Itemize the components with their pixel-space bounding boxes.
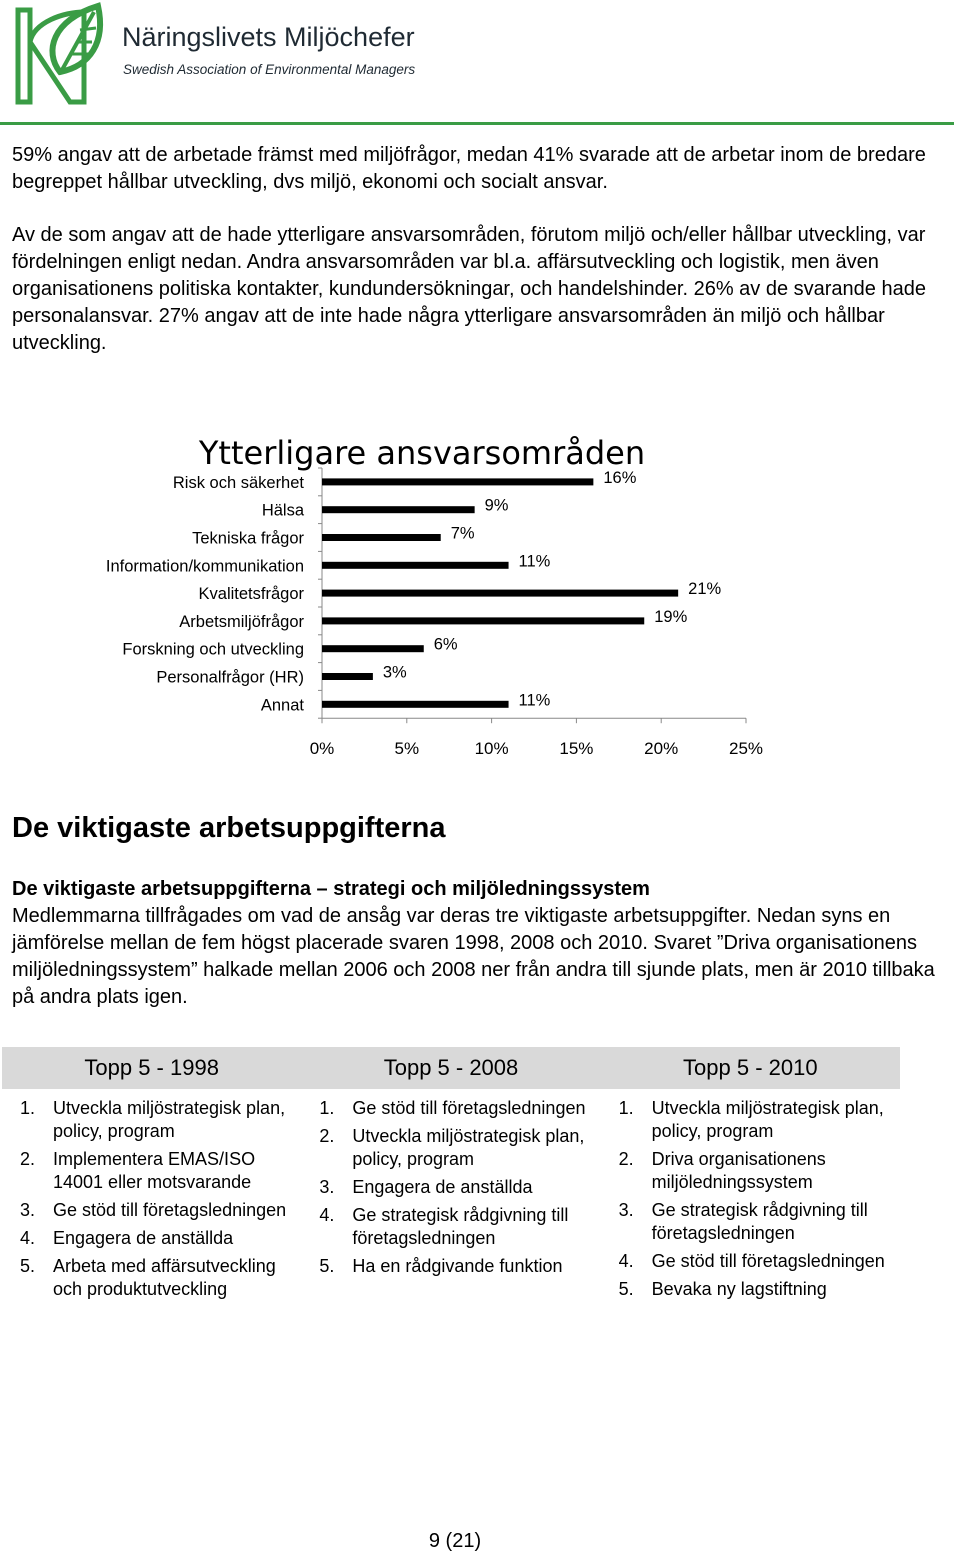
category-label: Forskning och utveckling (122, 640, 304, 659)
list-item (16, 1097, 293, 1143)
x-tick-label: 20% (644, 739, 679, 759)
section-body (12, 876, 942, 1011)
item-number: 5. (319, 1256, 335, 1276)
table-header-2010: Topp 5 - 2010 (683, 1055, 818, 1080)
item-number: 3. (618, 1200, 634, 1220)
item-text: Ge stöd till företagsledningen (352, 1098, 586, 1118)
item-text: Implementera EMAS/ISO 14001 eller motsvarande (53, 1149, 256, 1192)
bar (322, 506, 475, 513)
section-paragraph: Medlemmarna tillfrågades om vad de ansåg var deras tre viktigaste arbetsuppgifter. Nedan syns en jämförelse mellan de fem högst placerade svaren 1998, 2008 och 2010. Svaret ”Driva organisationens miljöledningssystem” halkade mellan 2006 och 2008 ner från andra till sjunde plats, men är 2010 tillbaka på andra plats igen. (12, 905, 935, 1008)
leaf-n-logo-icon (4, 2, 112, 110)
item-text: Ge stöd till företagsledningen (53, 1200, 287, 1220)
bar (322, 534, 441, 541)
list-item (315, 1255, 592, 1278)
item-text: Ge stöd till företagsledningen (651, 1251, 885, 1271)
list-item (315, 1097, 592, 1120)
data-label: 16% (603, 468, 637, 487)
x-tick-label: 15% (559, 739, 594, 759)
data-label: 9% (484, 496, 509, 515)
list-item (615, 1097, 892, 1143)
item-number: 3. (20, 1200, 36, 1220)
top5-table (2, 1047, 900, 1306)
bar (322, 478, 593, 485)
item-number: 3. (319, 1177, 335, 1197)
header-divider (0, 122, 954, 125)
table-column-1998 (2, 1097, 301, 1306)
item-text: Engagera de anställda (352, 1177, 533, 1197)
item-number: 2. (618, 1149, 634, 1169)
list-item (615, 1199, 892, 1245)
item-text: Ha en rådgivande funktion (352, 1256, 563, 1276)
item-number: 2. (319, 1126, 335, 1146)
bar (322, 590, 678, 597)
category-label: Arbetsmiljöfrågor (179, 612, 304, 631)
x-tick-label: 10% (474, 739, 509, 759)
responsibility-chart (0, 425, 960, 785)
section-subheading: De viktigaste arbetsuppgifterna – strategi och miljöledningssystem (12, 878, 650, 900)
item-text: Utveckla miljöstrategisk plan, policy, program (352, 1126, 585, 1169)
data-label: 3% (382, 663, 407, 682)
item-number: 1. (319, 1098, 335, 1118)
bar (322, 645, 424, 652)
item-text: Bevaka ny lagstiftning (651, 1279, 827, 1299)
list-item (615, 1278, 892, 1301)
item-number: 4. (20, 1228, 36, 1248)
data-label: 11% (518, 552, 551, 571)
table-header-1998: Topp 5 - 1998 (84, 1055, 219, 1080)
list-item (615, 1250, 892, 1273)
intro-text (12, 142, 942, 383)
table-header-row (2, 1047, 900, 1089)
category-label: Risk och säkerhet (172, 473, 304, 492)
list-item (615, 1148, 892, 1194)
list-item (16, 1227, 293, 1250)
item-number: 5. (618, 1279, 634, 1299)
category-label: Personalfrågor (HR) (156, 668, 304, 687)
intro-paragraph-1: 59% angav att de arbetade främst med miljöfrågor, medan 41% svarade att de arbetar inom de bredare begreppet hållbar utveckling, dvs miljö, ekonomi och socialt ansvar. (12, 144, 926, 193)
organization-subtitle: Swedish Association of Environmental Managers (123, 62, 416, 77)
item-text: Ge strategisk rådgivning till företagsledningen (651, 1200, 868, 1243)
category-label: Annat (260, 696, 304, 715)
category-label: Information/kommunikation (105, 557, 304, 576)
list-item (315, 1176, 592, 1199)
bar-chart (0, 425, 960, 785)
item-text: Driva organisationens miljöledningssystem (651, 1149, 826, 1192)
section-heading: De viktigaste arbetsuppgifterna (12, 812, 446, 844)
item-number: 4. (618, 1251, 634, 1271)
x-tick-label: 5% (394, 739, 420, 759)
item-number: 1. (618, 1098, 634, 1118)
category-label: Kvalitetsfrågor (198, 585, 304, 604)
list-item (315, 1204, 592, 1250)
bar (322, 562, 509, 569)
organization-name: Näringslivets Miljöchefer (122, 22, 415, 52)
table-header-2008: Topp 5 - 2008 (383, 1055, 519, 1080)
bar (322, 673, 373, 680)
bar (322, 701, 509, 708)
bar (322, 617, 644, 624)
data-label: 19% (654, 607, 688, 626)
item-text: Utveckla miljöstrategisk plan, policy, program (53, 1098, 286, 1141)
table-column-2010 (601, 1097, 900, 1306)
category-label: Hälsa (261, 501, 304, 520)
item-text: Ge strategisk rådgivning till företagsledningen (352, 1205, 569, 1248)
item-text: Arbeta med affärsutveckling och produktutveckling (53, 1256, 276, 1299)
table-body (2, 1089, 900, 1306)
list-item (16, 1148, 293, 1194)
item-number: 1. (20, 1098, 36, 1118)
item-number: 5. (20, 1256, 36, 1276)
data-label: 11% (518, 691, 551, 710)
category-label: Tekniska frågor (192, 529, 304, 548)
chart-title: Ytterligare ansvarsområden (198, 434, 646, 472)
item-number: 2. (20, 1149, 36, 1169)
table-column-2008 (301, 1097, 600, 1306)
item-text: Utveckla miljöstrategisk plan, policy, program (651, 1098, 884, 1141)
x-tick-label: 0% (309, 739, 335, 759)
list-item (16, 1255, 293, 1301)
item-number: 4. (319, 1205, 335, 1225)
data-label: 6% (433, 635, 458, 654)
page-header (0, 0, 960, 126)
list-item (16, 1199, 293, 1222)
page-number: 9 (21) (428, 1530, 482, 1552)
x-tick-label: 25% (728, 739, 764, 759)
list-item (315, 1125, 592, 1171)
data-label: 21% (688, 580, 722, 599)
item-text: Engagera de anställda (53, 1228, 234, 1248)
data-label: 7% (450, 524, 475, 543)
intro-paragraph-2: Av de som angav att de hade ytterligare ansvarsområden, förutom miljö och/eller hållbar utveckling, var fördelningen enligt nedan. Andra ansvarsområden var bl.a. affärsutveckling och logistik, men även organisationens politiska kontakter, kundundersökningar, och handelshinder. 26% av de svarande hade personalansvar. 27% angav att de inte hade några ytterligare ansvarsområden än miljö och hållbar utveckling. (12, 224, 926, 354)
